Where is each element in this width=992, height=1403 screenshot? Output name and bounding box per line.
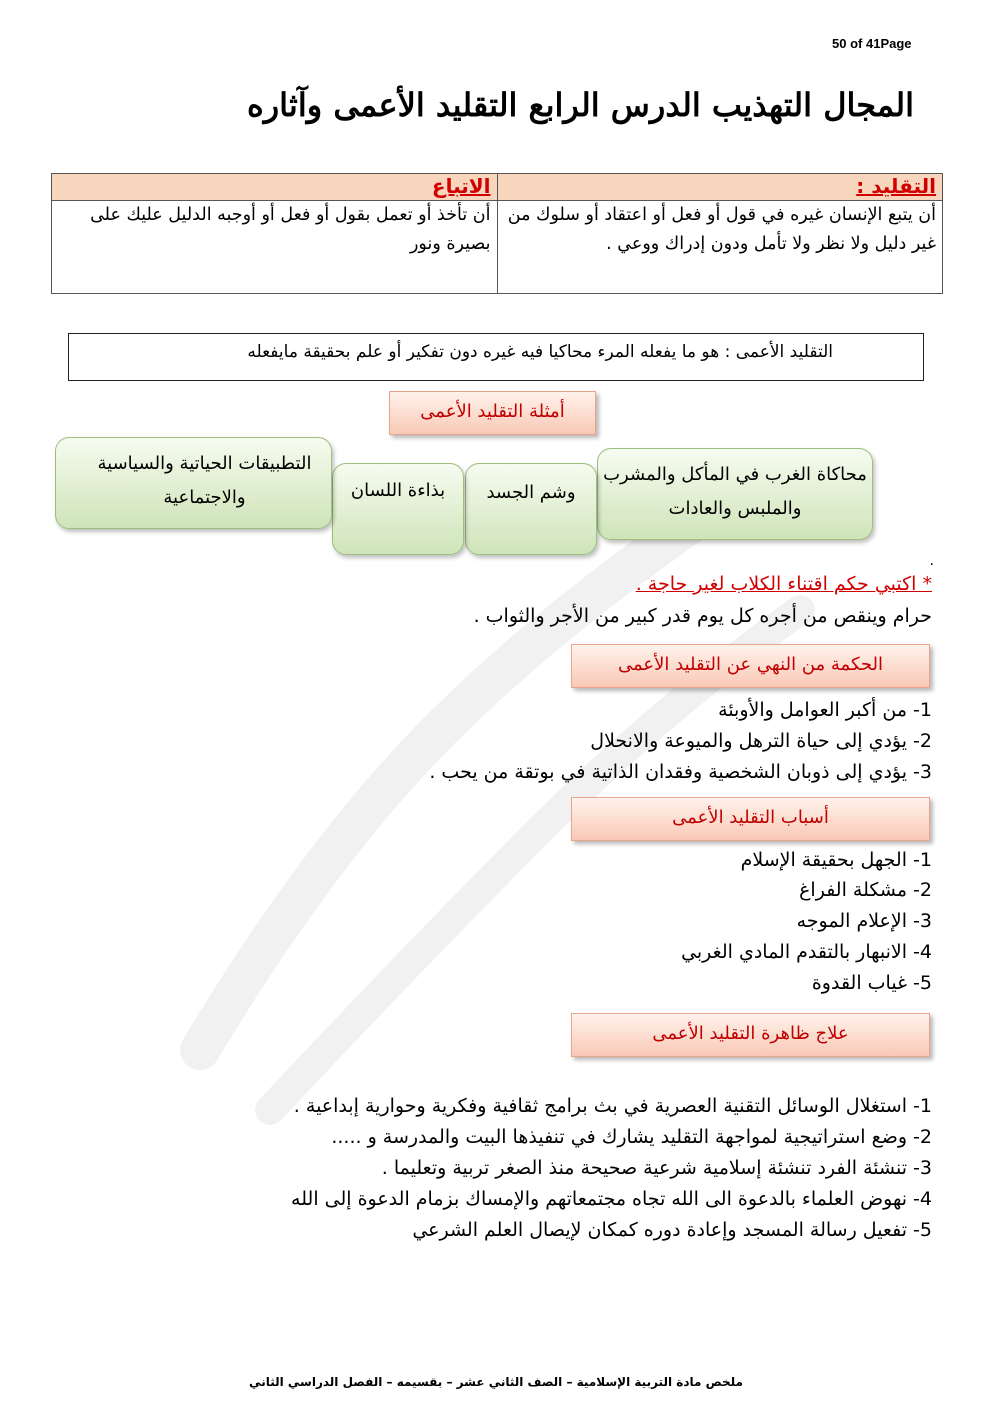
treatment-item: 4- نهوض العلماء بالدعوة الى الله تجاه مجتمعاتهم والإمساك بزمام الدعوة إلى الله bbox=[291, 1188, 932, 1210]
cause-item: 5- غياب القدوة bbox=[811, 972, 932, 994]
dot-mark: . bbox=[929, 553, 934, 569]
treatment-item: 2- وضع استراتيجية لمواجهة التقليد يشارك في تنفيذها البيت والمدرسة و ..... bbox=[331, 1126, 932, 1148]
cause-item: 1- الجهل بحقيقة الإسلام bbox=[740, 849, 932, 871]
page-number: 50 of 41Page bbox=[832, 36, 912, 51]
definitions-table bbox=[51, 173, 943, 294]
example-item: محاكاة الغرب في المأكل والمشرب والملبس والعادات bbox=[597, 448, 873, 540]
treatment-item: 1- استغلال الوسائل التقنية العصرية في بث برامج ثقافية وفكرية وحوارية إبداعية . bbox=[293, 1095, 932, 1117]
cause-item: 2- مشكلة الفراغ bbox=[799, 879, 932, 901]
taqlid-header: التقليد : bbox=[497, 174, 943, 201]
example-item: وشم الجسد bbox=[465, 463, 597, 555]
treatment-item: 5- تفعيل رسالة المسجد وإعادة دوره كمكان لإيصال العلم الشرعي bbox=[412, 1219, 932, 1241]
example-item: بذاءة اللسان bbox=[332, 463, 464, 555]
ittiba-definition: أن تأخذ أو تعمل بقول أو فعل أو أوجبه الدليل عليك على بصيرة ونور bbox=[52, 201, 498, 294]
wisdom-item: 2- يؤدي إلى حياة الترهل والميوعة والانحلال bbox=[590, 730, 932, 752]
page-footer: ملخص مادة التربية الإسلامية – الصف الثاني عشر – بقسيمه – الفصل الدراسي الثاني bbox=[249, 1375, 743, 1389]
treatment-header: علاج ظاهرة التقليد الأعمى bbox=[571, 1013, 930, 1057]
wisdom-item: 3- يؤدي إلى ذوبان الشخصية وفقدان الذاتية في بوتقة من يحب . bbox=[429, 761, 932, 783]
answer-text: حرام وينقص من أجره كل يوم قدر كبير من الأجر والثواب . bbox=[473, 605, 932, 627]
example-item: التطبيقات الحياتية والسياسية والاجتماعية bbox=[55, 437, 332, 529]
treatment-item: 3- تنشئة الفرد تنشئة إسلامية شرعية صحيحة منذ الصغر تربية وتعليما . bbox=[381, 1157, 932, 1179]
cause-item: 4- الانبهار بالتقدم المادي الغربي bbox=[681, 941, 932, 963]
question-text: * اكتبي حكم اقتناء الكلاب لغير حاجة . bbox=[635, 573, 932, 595]
wisdom-item: 1- من أكبر العوامل والأوبئة bbox=[718, 699, 932, 721]
cause-item: 3- الإعلام الموجه bbox=[796, 910, 932, 932]
ittiba-header: الاتباع bbox=[52, 174, 498, 201]
wisdom-header: الحكمة من النهي عن التقليد الأعمى bbox=[571, 644, 930, 688]
blind-imitation-definition: التقليد الأعمى : هو ما يفعله المرء محاكيا فيه غيره دون تفكير أو علم بحقيقة مايفعله bbox=[68, 333, 924, 381]
examples-header: أمثلة التقليد الأعمى bbox=[389, 391, 596, 435]
page-title: المجال التهذيب الدرس الرابع التقليد الأعمى وآثاره bbox=[246, 86, 914, 124]
causes-header: أسباب التقليد الأعمى bbox=[571, 797, 930, 841]
taqlid-definition: أن يتبع الإنسان غيره في قول أو فعل أو اعتقاد أو سلوك من غير دليل ولا نظر ولا تأمل ودون إدراك ووعي . bbox=[497, 201, 943, 294]
